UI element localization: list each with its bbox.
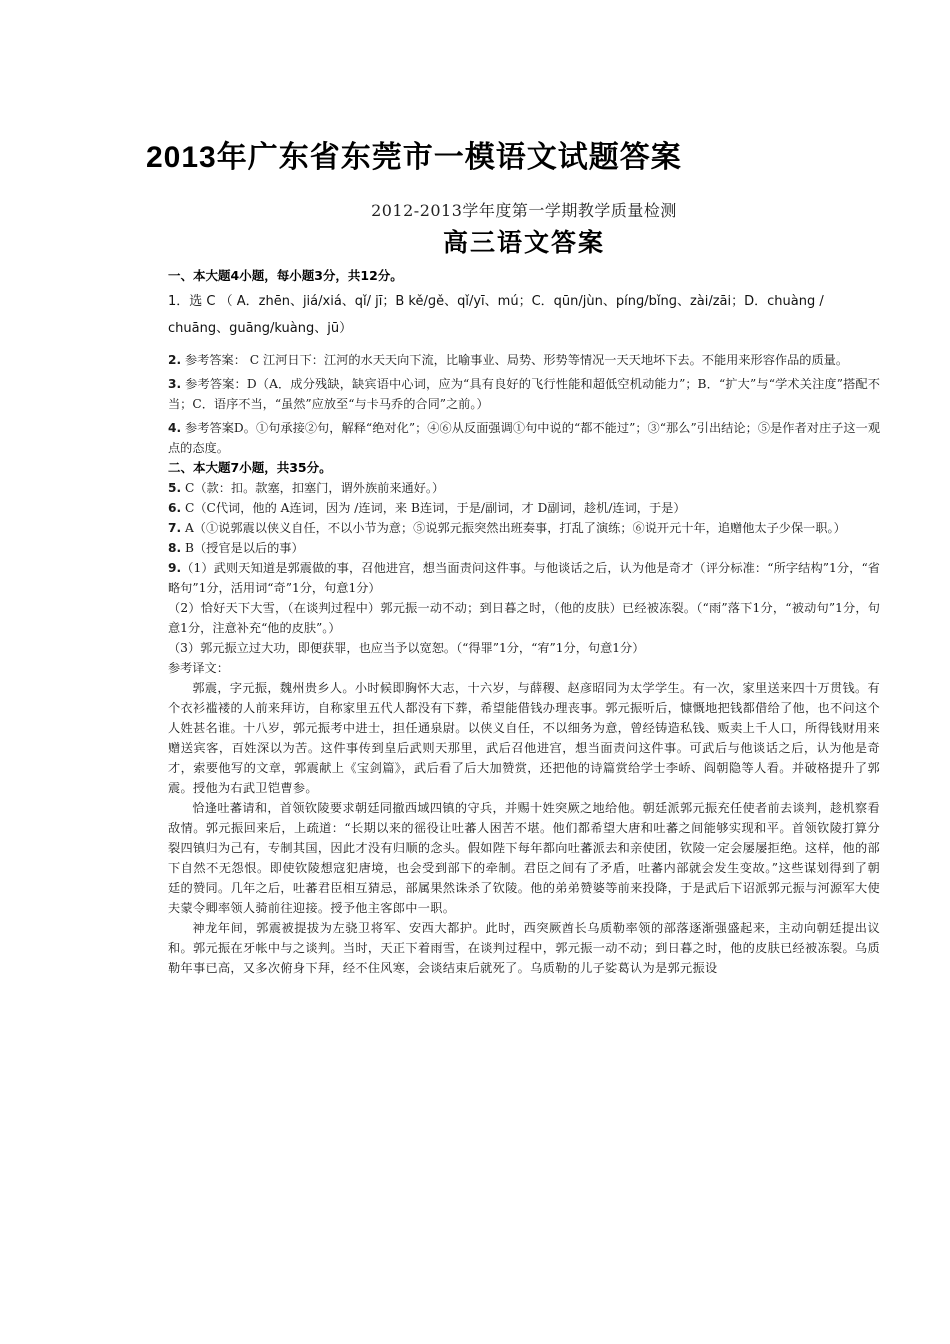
answer-3-number: 3. (168, 377, 182, 391)
answer-3-text: 参考答案：D（A．成分残缺，缺宾语中心词，应为“具有良好的飞行性能和超低空机动能力”；B．“扩大”与“学术关注度”搭配不当；C．语序不当，“虽然”应放至“与卡马乔的合同”之前。） (168, 377, 880, 411)
answer-heading: 高三语文答案 (442, 228, 605, 257)
translation-paragraph-2: 恰逢吐蕃请和，首领钦陵要求朝廷同撤西域四镇的守兵，并赐十姓突厥之地给他。朝廷派郭元振充任使者前去谈判，趁机察看敌情。郭元振回来后，上疏道：“长期以来的徭役让吐蕃人困苦不堪。他们都希望大唐和吐蕃之间能够实现和平。首领钦陵打算分裂四镇归为己有，专制其国，因此才没有归顺的念头。假如陛下每年都向吐蕃派去和亲使团，钦陵一定会屡屡拒绝。这样，他的部下自然不无怨恨。即使钦陵想寇犯唐境，也会受到部下的牵制。君臣之间有了矛盾，吐蕃内部就会发生变故。”这些谋划得到了朝廷的赞同。几年之后，吐蕃君臣相互猜忌，部属果然诛杀了钦陵。他的弟弟赞婆等前来投降，于是武后下诏派郭元振与河源军大使夫蒙令卿率领人骑前往迎接。授予他主客郎中一职。 (168, 801, 880, 915)
answer-6-number: 6. (168, 501, 182, 515)
answer-7 (168, 518, 880, 538)
answer-6-text: C（C代词，他的 A连词，因为 /连词，来 B连词，于是/副词，才 D副词，趁机/连词，于是） (185, 501, 686, 515)
answer-5-text: C（款：扣。款塞，扣塞门，谓外族前来通好。） (185, 481, 445, 495)
answer-5 (168, 478, 880, 498)
answer-9-part-1-text: （1）武则天知道是郭震做的事，召他进宫，想当面责问这件事。与他谈话之后，认为他是奇才（评分标准：“所字结构”1分，“省略句”1分，活用词“奇”1分，句意1分） (168, 561, 880, 595)
answer-9-part-2: （2）恰好天下大雪，（在谈判过程中）郭元振一动不动；到日暮之时，（他的皮肤）已经被冻裂。（“雨”落下1分，“被动句”1分，句意1分，注意补充“他的皮肤”。） (168, 601, 880, 635)
answer-2-text: 参考答案： C 江河日下：江河的水天天向下流，比喻事业、局势、形势等情况一天天地坏下去。不能用来形容作品的质量。 (185, 353, 849, 367)
answer-2-number: 2. (168, 353, 182, 367)
answer-3 (168, 374, 880, 414)
exam-subtitle: 2012-2013学年度第一学期教学质量检测 (371, 201, 677, 220)
answer-8 (168, 538, 880, 558)
answer-7-text: A（①说郭震以侠义自任，不以小节为意；⑤说郭元振突然出班奏事，打乱了演练；⑥说开元十年，追赠他太子少保一职。） (185, 521, 846, 535)
answer-4-text: 参考答案D。①句承接②句，解释“绝对化”；④⑥从反面强调①句中说的“都不能过”；③“那么”引出结论；⑤是作者对庄子这一观点的态度。 (168, 421, 881, 455)
translation-paragraph-3: 神龙年间，郭震被提拔为左骁卫将军、安西大都护。此时，西突厥酋长乌质勒率领的部落逐渐强盛起来，主动向朝廷提出议和。郭元振在牙帐中与之谈判。当时，天正下着雨雪，在谈判过程中，郭元振一动不动；到日暮之时，他的皮肤已经被冻裂。乌质勒年事已高，又多次俯身下拜，经不住风寒，会谈结束后就死了。乌质勒的儿子娑葛认为是郭元振设 (168, 921, 880, 975)
answer-9-part-3: （3）郭元振立过大功，即便获罪，也应当予以宽恕。（“得罪”1分，“宥”1分，句意1分） (168, 641, 645, 655)
answer-4-number: 4. (168, 421, 182, 435)
translation-label: 参考译文： (168, 661, 229, 675)
answer-9-number: 9. (168, 561, 182, 575)
answer-1: 1．选 C （ A．zhēn、jiá/xiá、qǐ/ jī；B kě/ɡě、qǐ/yī、mú；C．qūn/jùn、pínɡ/bǐnɡ、zài/zāi；D．chuàng / chuāng、guāng/kuàng、jū） (168, 294, 824, 336)
answer-2 (168, 350, 880, 370)
answer-6 (168, 498, 880, 518)
answer-4 (168, 418, 880, 458)
page-title: 2013年广东省东莞市一模语文试题答案 (146, 141, 682, 174)
answer-8-text: B（授官是以后的事） (185, 541, 304, 555)
answer-8-number: 8. (168, 541, 182, 555)
section-2-heading: 二、本大题7小题，共35分。 (168, 460, 332, 475)
translation-paragraph-1: 郭震，字元振，魏州贵乡人。小时候即胸怀大志，十六岁，与薛稷、赵彦昭同为太学学生。有一次，家里送来四十万贯钱。有个衣衫褴褛的人前来拜访，自称家里五代人都没有下葬，希望能借钱办理丧事。郭元振听后，慷慨地把钱都借给了他，也不问这个人姓甚名谁。十八岁，郭元振考中进士，担任通泉尉。以侠义自任，不以细务为意，曾经铸造私钱、贩卖上千人口，所得钱财用来赠送宾客，百姓深以为苦。这件事传到皇后武则天那里，武后召他进宫，想当面责问这件事。可武后与他谈话之后，认为他是奇才，索要他写的文章，郭震献上《宝剑篇》，武后看了后大加赞赏，还把他的诗篇赏给学士李峤、阎朝隐等人看。并破格提升了郭震。授他为右武卫铠曹参。 (168, 681, 880, 795)
scanned-answer-sheet (168, 200, 880, 978)
answer-7-number: 7. (168, 521, 182, 535)
answer-9-part-1 (168, 558, 880, 598)
section-1-heading: 一、本大题4小题，每小题3分，共12分。 (168, 268, 403, 283)
answer-5-number: 5. (168, 481, 182, 495)
